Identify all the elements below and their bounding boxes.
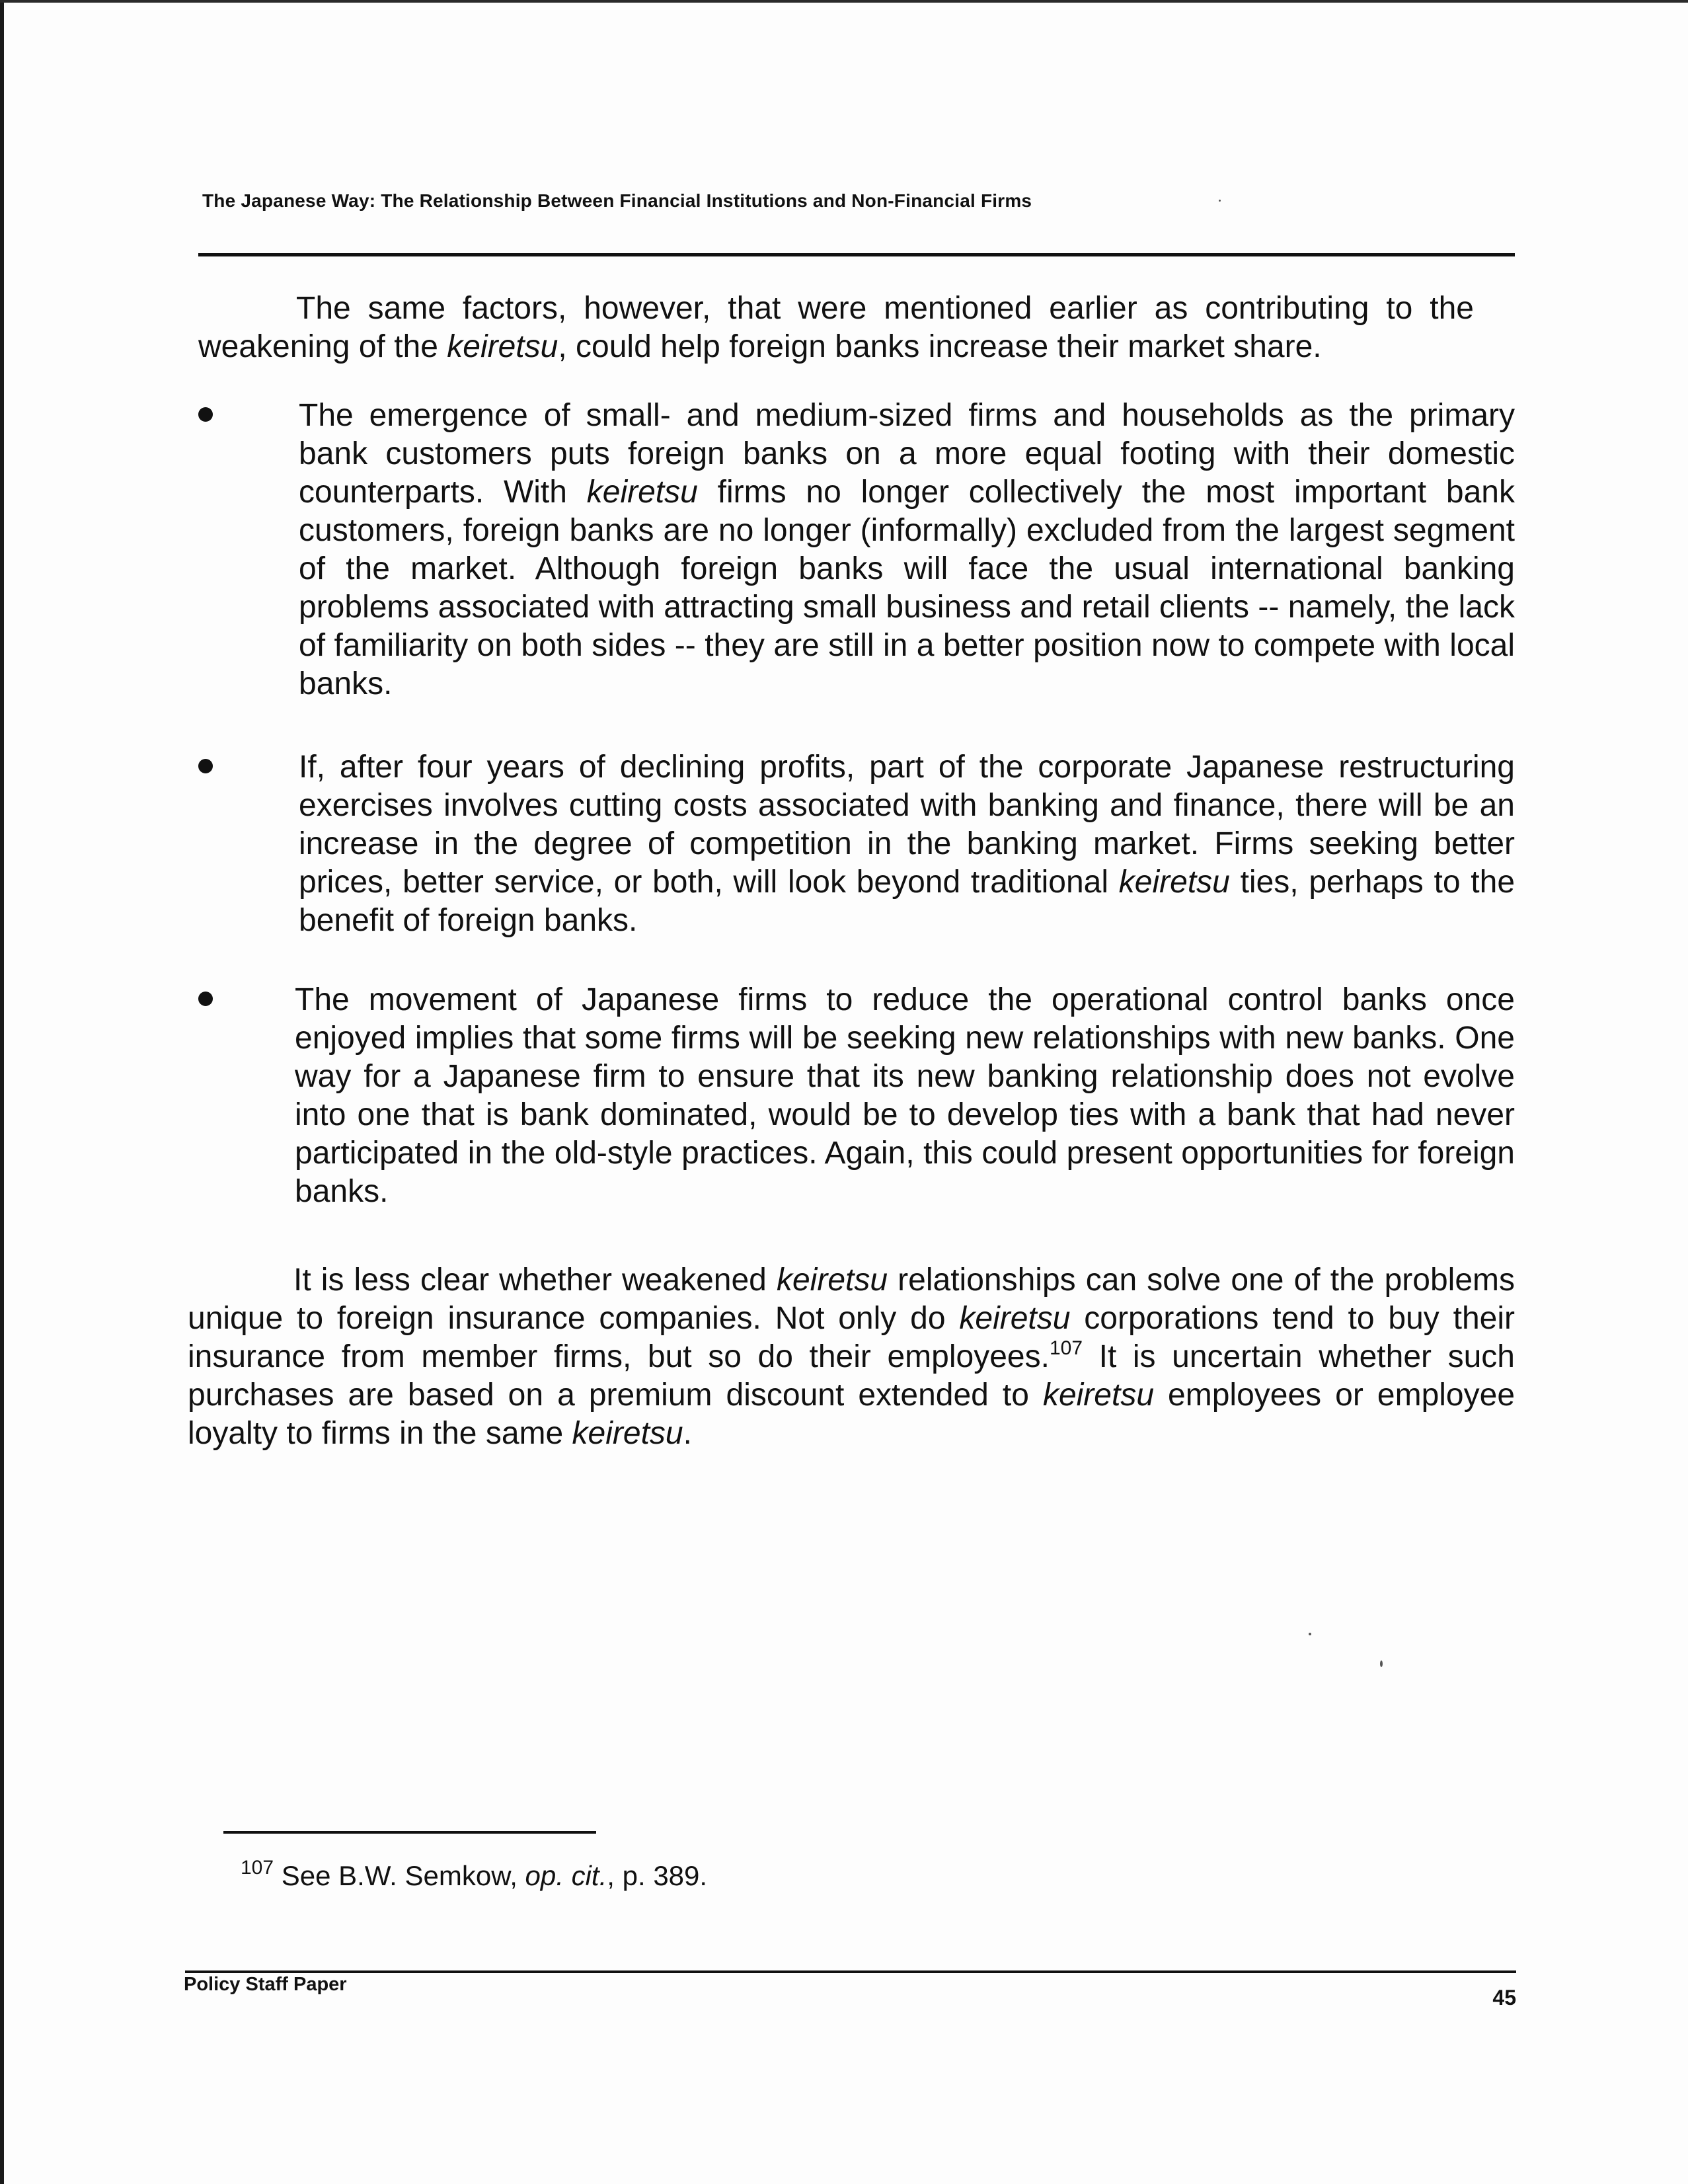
text-run: ties, perhaps to the benefit of foreign banks. xyxy=(299,865,1515,938)
text-run: If, after four years of declining profits, part of the corporate Japanese restructuring exercises involves cutting costs associated with banking and finance, there will be an increase in the degree of competition in the banking market. Firms seeking better prices, better service, or both, will look beyond traditional xyxy=(299,750,1515,900)
scan-speck xyxy=(1219,200,1221,202)
text-run: The movement of Japanese firms to reduce the operational control banks once enjoyed implies that some firms will be seeking new relationships with new banks. One way for a Japanese firm to ensure that its new banking relationship does not evolve into one that is bank dominated, would be to develop ties with a bank that had never participated in the old-style practices. Again, this could present opportunities for foreign banks. xyxy=(295,982,1515,1209)
footnote xyxy=(241,1859,707,1893)
italic-term: keiretsu xyxy=(572,1416,683,1451)
italic-term: op. cit. xyxy=(525,1860,607,1891)
running-header: The Japanese Way: The Relationship Between Financial Institutions and Non-Financial Firms xyxy=(202,190,1032,211)
bullet-icon xyxy=(198,992,213,1006)
italic-term: keiretsu xyxy=(959,1301,1071,1336)
text-run: relationships can solve one of the problems unique to foreign insurance companies. Not only do xyxy=(188,1263,1515,1336)
footnote-reference[interactable]: 107 xyxy=(1049,1337,1083,1359)
footer-rule xyxy=(185,1970,1516,1973)
bullet-icon xyxy=(198,407,213,422)
footnote-rule xyxy=(223,1831,596,1834)
text-run: , could help foreign banks increase their market share. xyxy=(558,329,1322,364)
paragraph-intro xyxy=(198,290,1474,366)
scan-edge-top xyxy=(0,0,1688,3)
text-run: firms no longer collectively the most important bank customers, foreign banks are no longer (informally) excluded from the largest segment of the market. Although foreign banks will face the usual international banking problems associated with attracting small business and retail clients -- namely, the lack of familiarity on both sides -- they are still in a better position now to compete with local banks. xyxy=(299,475,1515,701)
text-run: The same factors, however, that were mentioned earlier as contributing to the weakening of the xyxy=(198,291,1474,364)
text-run: employees or employee loyalty to firms in the same xyxy=(188,1378,1515,1451)
italic-term: keiretsu xyxy=(1042,1378,1155,1413)
text-run: The emergence of small- and medium-sized firms and households as the primary bank customers puts foreign banks on a more equal footing with their domestic counterparts. With xyxy=(299,398,1515,510)
italic-term: keiretsu xyxy=(586,475,698,510)
footnote-number: 107 xyxy=(241,1857,274,1879)
text-run: . xyxy=(683,1416,692,1451)
bullet-paragraph-1 xyxy=(299,397,1515,703)
bullet-paragraph-2 xyxy=(299,748,1515,940)
text-run: See B.W. Semkow, xyxy=(274,1860,525,1891)
text-run: It is uncertain whether such purchases are based on a premium discount extended to xyxy=(188,1339,1515,1413)
scan-speck xyxy=(1309,1633,1311,1635)
paragraph-insurance xyxy=(188,1261,1515,1453)
bullet-paragraph-3 xyxy=(295,981,1515,1211)
page-number: 45 xyxy=(1492,1986,1516,2009)
header-rule xyxy=(198,253,1515,256)
italic-term: keiretsu xyxy=(447,329,558,364)
footer-publication: Policy Staff Paper xyxy=(184,1974,347,1995)
scan-edge-left xyxy=(0,0,4,2184)
bullet-icon xyxy=(198,759,213,773)
text-run: It is less clear whether weakened xyxy=(293,1263,777,1298)
text-run: corporations tend to buy their insurance from member firms, but so do their employees. xyxy=(188,1301,1515,1374)
scan-speck xyxy=(1380,1660,1383,1667)
italic-term: keiretsu xyxy=(1118,865,1230,900)
italic-term: keiretsu xyxy=(776,1263,888,1298)
text-run: , p. 389. xyxy=(607,1860,708,1891)
